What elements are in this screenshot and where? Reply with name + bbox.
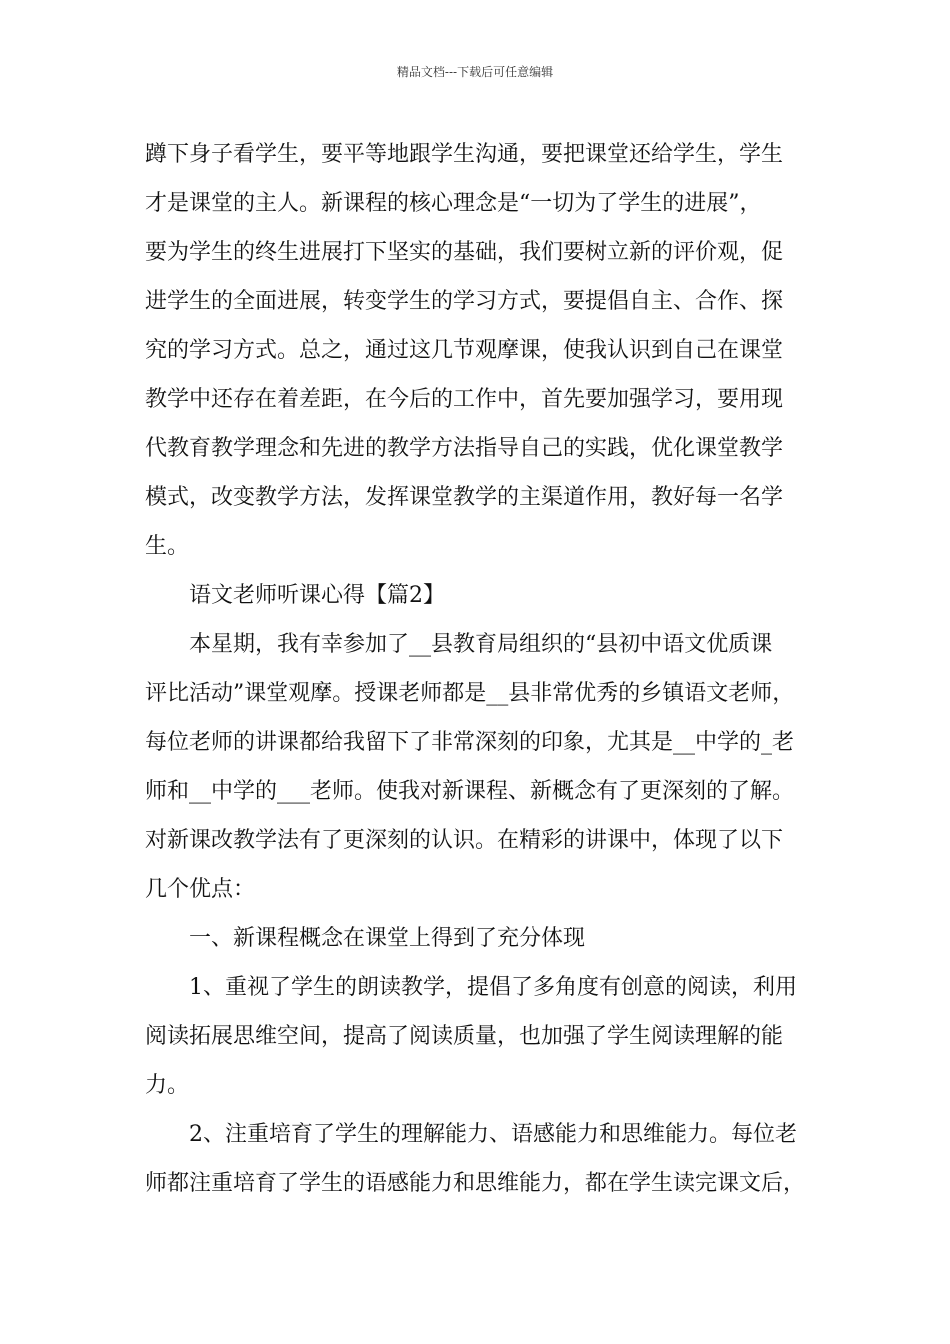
- text-line: 2、注重培育了学生的理解能力、语感能力和思维能力。每位老: [189, 1122, 797, 1147]
- text-line: 每位老师的讲课都给我留下了非常深刻的印象，尤其是__中学的_老: [145, 730, 795, 755]
- text-line: 1、重视了学生的朗读教学，提倡了多角度有创意的阅读，利用: [189, 975, 797, 1000]
- text-line: 究的学习方式。总之，通过这几节观摩课，使我认识到自己在课堂: [145, 338, 784, 363]
- section-title: 语文老师听课心得【篇2】: [189, 583, 445, 608]
- text-line: 进学生的全面进展，转变学生的学习方式，要提倡自主、合作、探: [145, 289, 784, 314]
- text-line: 师都注重培育了学生的语感能力和思维能力，都在学生读完课文后，: [145, 1171, 806, 1196]
- subheading: 一、新课程概念在课堂上得到了充分体现: [189, 926, 586, 951]
- text-line: 代教育教学理念和先进的教学方法指导自己的实践，优化课堂教学: [145, 436, 784, 461]
- page-header: 精品文档---下载后可任意编辑: [396, 65, 554, 79]
- text-line: 力。: [145, 1073, 190, 1098]
- text-line: 阅读拓展思维空间，提高了阅读质量，也加强了学生阅读理解的能: [145, 1024, 784, 1049]
- text-line: 本星期，我有幸参加了__县教育局组织的“县初中语文优质课: [189, 632, 773, 657]
- text-line: 生。: [145, 534, 190, 559]
- text-line: 对新课改教学法有了更深刻的认识。在精彩的讲课中，体现了以下: [145, 828, 784, 853]
- text-line: 教学中还存在着差距，在今后的工作中，首先要加强学习，要用现: [145, 387, 784, 412]
- text-line: 模式，改变教学方法，发挥课堂教学的主渠道作用，教好每一名学: [145, 485, 784, 510]
- text-line: 蹲下身子看学生，要平等地跟学生沟通，要把课堂还给学生，学生: [145, 142, 784, 167]
- text-line: 要为学生的终生进展打下坚实的基础，我们要树立新的评价观，促: [145, 240, 784, 265]
- text-line: 师和__中学的___老师。使我对新课程、新概念有了更深刻的了解。: [145, 779, 795, 804]
- text-line: 才是课堂的主人。新课程的核心理念是“一切为了学生的进展”，: [145, 191, 762, 216]
- text-line: 几个优点：: [145, 877, 256, 902]
- document-body: [145, 130, 815, 1208]
- text-line: 评比活动”课堂观摩。授课老师都是__县非常优秀的乡镇语文老师，: [145, 681, 795, 706]
